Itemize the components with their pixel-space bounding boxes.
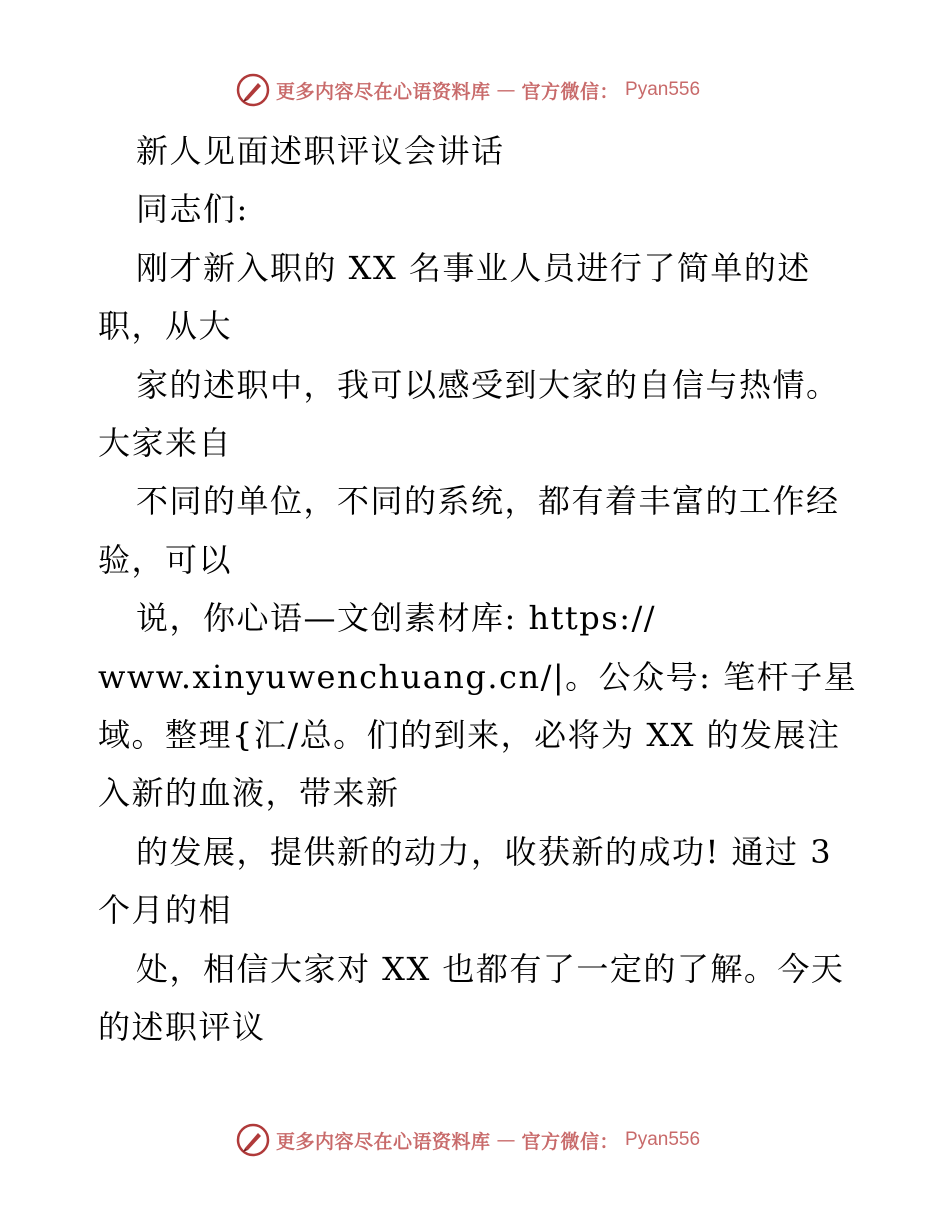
paragraph-line: 不同的单位，不同的系统，都有着丰富的工作经验，可以 (98, 482, 840, 579)
header-watermark (236, 73, 700, 107)
document-title: 新人见面述职评议会讲话 (136, 132, 505, 170)
pen-logo-icon (236, 1123, 270, 1157)
document-body (98, 122, 858, 1057)
paragraph-line: 刚才新入职的 XX 名事业人员进行了简单的述职，从大 (98, 248, 811, 346)
watermark-text: 更多内容尽在心语资料库 (276, 80, 491, 103)
paragraph-line: 说，你心语—文创素材库: https:// (136, 599, 657, 638)
watermark-wechat-label: 官方微信： (521, 80, 620, 103)
paragraph-line: 家的述职中，我可以感受到大家的自信与热情。大家来自 (98, 365, 840, 463)
watermark-text: 更多内容尽在心语资料库 (276, 1130, 491, 1153)
watermark-separator: — (496, 79, 516, 101)
watermark-separator: — (496, 1129, 516, 1151)
watermark-wechat-label: 官方微信： (521, 1130, 620, 1153)
salutation: 同志们: (136, 190, 249, 229)
pen-logo-icon (236, 73, 270, 107)
footer-watermark (236, 1123, 700, 1157)
watermark-handle: Pyan556 (625, 1129, 701, 1150)
watermark-handle: Pyan556 (625, 79, 701, 100)
paragraph-line-url: www.xinyuwenchuang.cn/|。公众号: 笔杆子星 (98, 657, 858, 696)
paragraph-line: 的发展，提供新的动力，收获新的成功! 通过 3 个月的相 (98, 832, 833, 930)
paragraph-line: 域。整理{汇/总。们的到来，必将为 XX 的发展注入新的血液，带来新 (98, 716, 841, 813)
paragraph-line: 处，相信大家对 XX 也都有了一定的了解。今天的述职评议 (98, 949, 845, 1047)
